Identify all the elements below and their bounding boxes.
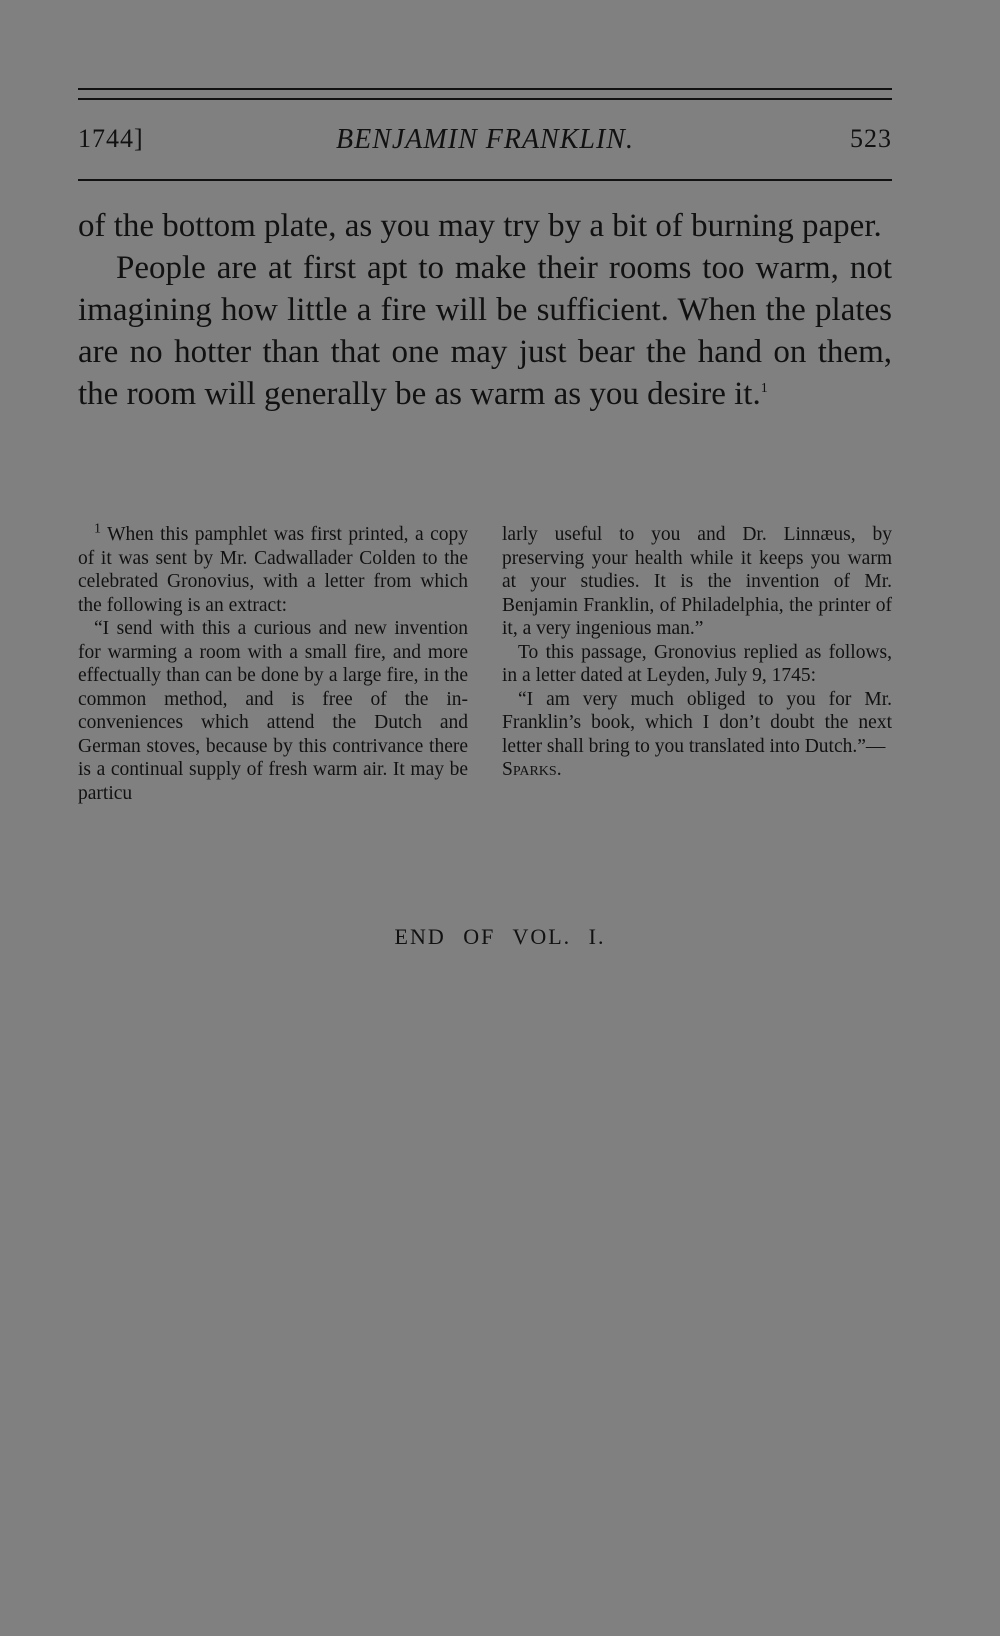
header-rule-bottom bbox=[78, 179, 892, 181]
footnote-paragraph bbox=[502, 688, 892, 782]
footnote-column-left bbox=[78, 523, 468, 805]
footnote-paragraph: To this passage, Gronovius replied as follows, in a letter dated at Leyden, July 9, 1745: bbox=[502, 641, 892, 686]
body-paragraph-2 bbox=[78, 247, 892, 415]
footnote-signature: Sparks. bbox=[502, 759, 562, 780]
footnote-paragraph-text: When this pamphlet was first printed, a copy of it was sent by Mr. Cadwallader Colden to the celebrated Gronovius, with a letter from which the following is an extract: bbox=[78, 524, 468, 616]
footnote-paragraph-text: “I am very much obliged to you for Mr. Franklin’s book, which I don’t doubt the next letter shall bring to you translated into Dutch.”— bbox=[502, 688, 892, 757]
header-title: BENJAMIN FRANKLIN. bbox=[336, 124, 634, 155]
footnote-reference: 1 bbox=[760, 381, 768, 396]
footnote-paragraph: “I send with this a curious and new invention for warming a room with a small fire, and more effectually than can be done by a large fire, in the common method, and is free of the inconveniences which attend the Dutch and German stoves, because by this contrivance there is a continual supply of fresh warm air. It may be particu bbox=[78, 618, 468, 804]
page-number: 523 bbox=[850, 124, 892, 153]
footnote-paragraph: larly useful to you and Dr. Linnæus, by preserving your health while it keeps you warm at your studies. It is the invention of Mr. Benjamin Franklin, of Philadelphia, the printer of it, a very ingenious man.” bbox=[502, 524, 892, 639]
header-rule-second bbox=[78, 98, 892, 100]
footnote-paragraph bbox=[78, 523, 468, 617]
footnote-column-right bbox=[502, 523, 892, 782]
footnote-mark: 1 bbox=[94, 521, 101, 537]
body-paragraph-2-text: People are at first apt to make their rooms too warm, not imagining how little a fire will be sufficient. When the plates are no hotter than that one may just bear the hand on them, the room will generally be as warm as you desire it. bbox=[78, 250, 892, 412]
header-rule-top bbox=[78, 88, 892, 90]
end-of-volume: END OF VOL. I. bbox=[394, 924, 606, 949]
header-year: 1744] bbox=[78, 124, 144, 153]
running-head bbox=[78, 124, 892, 164]
body-paragraph-1: of the bottom plate, as you may try by a bit of burning paper. bbox=[78, 208, 882, 244]
body-text bbox=[78, 205, 892, 415]
